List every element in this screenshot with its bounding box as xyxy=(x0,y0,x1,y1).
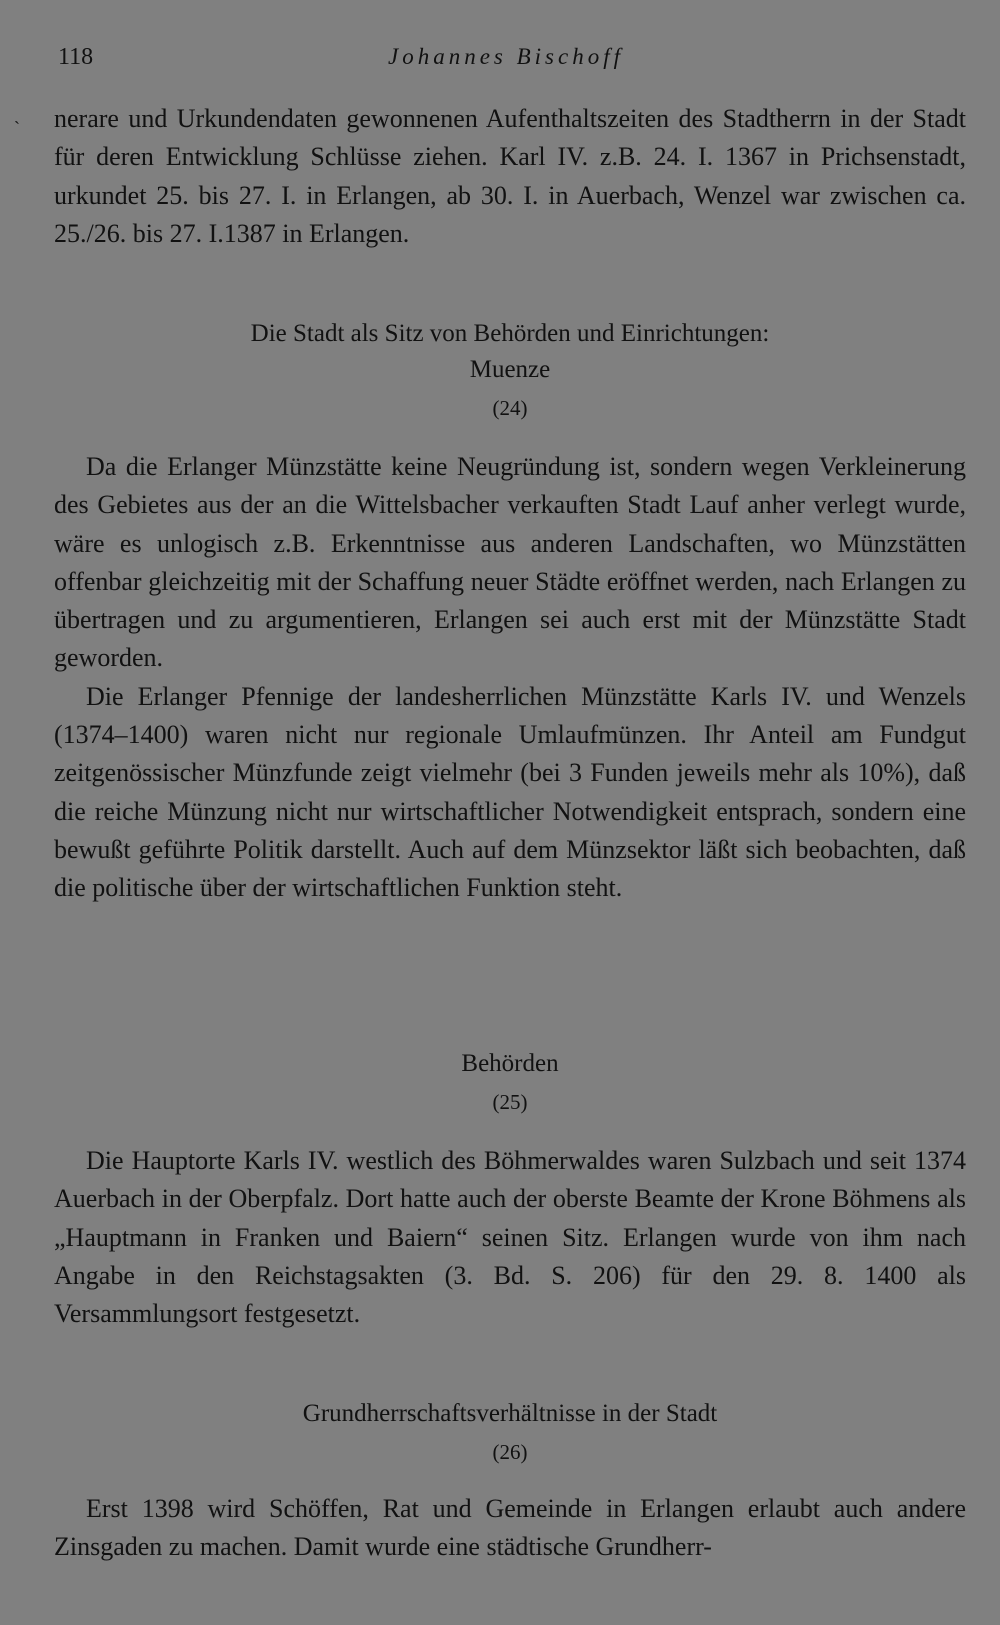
section-number: (26) xyxy=(492,1440,528,1464)
section-heading-26 xyxy=(54,1396,966,1468)
running-title: Johannes Bischoff xyxy=(388,44,624,69)
section-subtitle: Muenze xyxy=(469,356,551,383)
section-number: (24) xyxy=(492,396,528,420)
section-title: Grundherrschaftsverhältnisse in der Stadt xyxy=(302,1400,718,1427)
section-title: Behörden xyxy=(461,1050,559,1077)
section-26-body xyxy=(54,1490,966,1567)
paragraph: Da die Erlanger Münzstätte keine Neugründung ist, sondern wegen Verkleinerung des Gebietes aus der an die Wittelsbacher verkauften Stadt Lauf anher verlegt wurde, wäre es unlogisch z.B. Erkenntnisse aus anderen Landschaften, wo Münzstätten offenbar gleichzeitig mit der Schaffung neuer Städte eröffnet werden, nach Erlangen zu übertragen und zu argumentieren, Erlangen sei auch erst mit der Münzstätte Stadt geworden. xyxy=(54,452,966,673)
paragraph: Die Hauptorte Karls IV. westlich des Böhmerwaldes waren Sulzbach und seit 1374 Auerbach in der Oberpfalz. Dort hatte auch der oberste Beamte der Krone Böhmens als „Hauptmann in Franken und Baiern“ seinen Sitz. Erlangen wurde von ihm nach Angabe in den Reichstagsakten (3. Bd. S. 206) für den 29. 8. 1400 als Versammlungsort festgesetzt. xyxy=(54,1146,966,1329)
section-heading-25 xyxy=(54,1046,966,1118)
section-25-body xyxy=(54,1142,966,1333)
section-number: (25) xyxy=(492,1090,528,1114)
section-heading-24 xyxy=(54,316,966,424)
intro-block xyxy=(54,100,966,253)
intro-paragraph: nerare und Urkundendaten gewonnenen Aufenthaltszeiten des Stadtherrn in der Stadt für deren Entwicklung Schlüsse ziehen. Karl IV. z.B. 24. I. 1367 in Prichsenstadt, urkundet 25. bis 27. I. in Erlangen, ab 30. I. in Auerbach, Wenzel war zwischen ca. 25./26. bis 27. I.1387 in Erlangen. xyxy=(54,104,966,248)
section-24-body xyxy=(54,448,966,908)
margin-mark: ` xyxy=(14,118,20,138)
paragraph: Erst 1398 wird Schöffen, Rat und Gemeinde in Erlangen erlaubt auch andere Zinsgaden zu machen. Damit wurde eine städtische Grundherr- xyxy=(54,1494,966,1562)
page-number: 118 xyxy=(58,44,94,70)
paragraph: Die Erlanger Pfennige der landesherrlichen Münzstätte Karls IV. und Wenzels (1374–1400) waren nicht nur regionale Umlaufmünzen. Ihr Anteil am Fundgut zeitgenössischer Münzfunde zeigt vielmehr (bei 3 Funden jeweils mehr als 10%), daß die reiche Münzung nicht nur wirtschaftlicher Notwendigkeit entsprach, sondern eine bewußt geführte Politik darstellt. Auch auf dem Münzsektor läßt sich beobachten, daß die politische über der wirtschaftlichen Funktion steht. xyxy=(54,681,966,903)
section-title: Die Stadt als Sitz von Behörden und Einrichtungen: xyxy=(250,320,770,347)
page-header xyxy=(58,44,964,80)
